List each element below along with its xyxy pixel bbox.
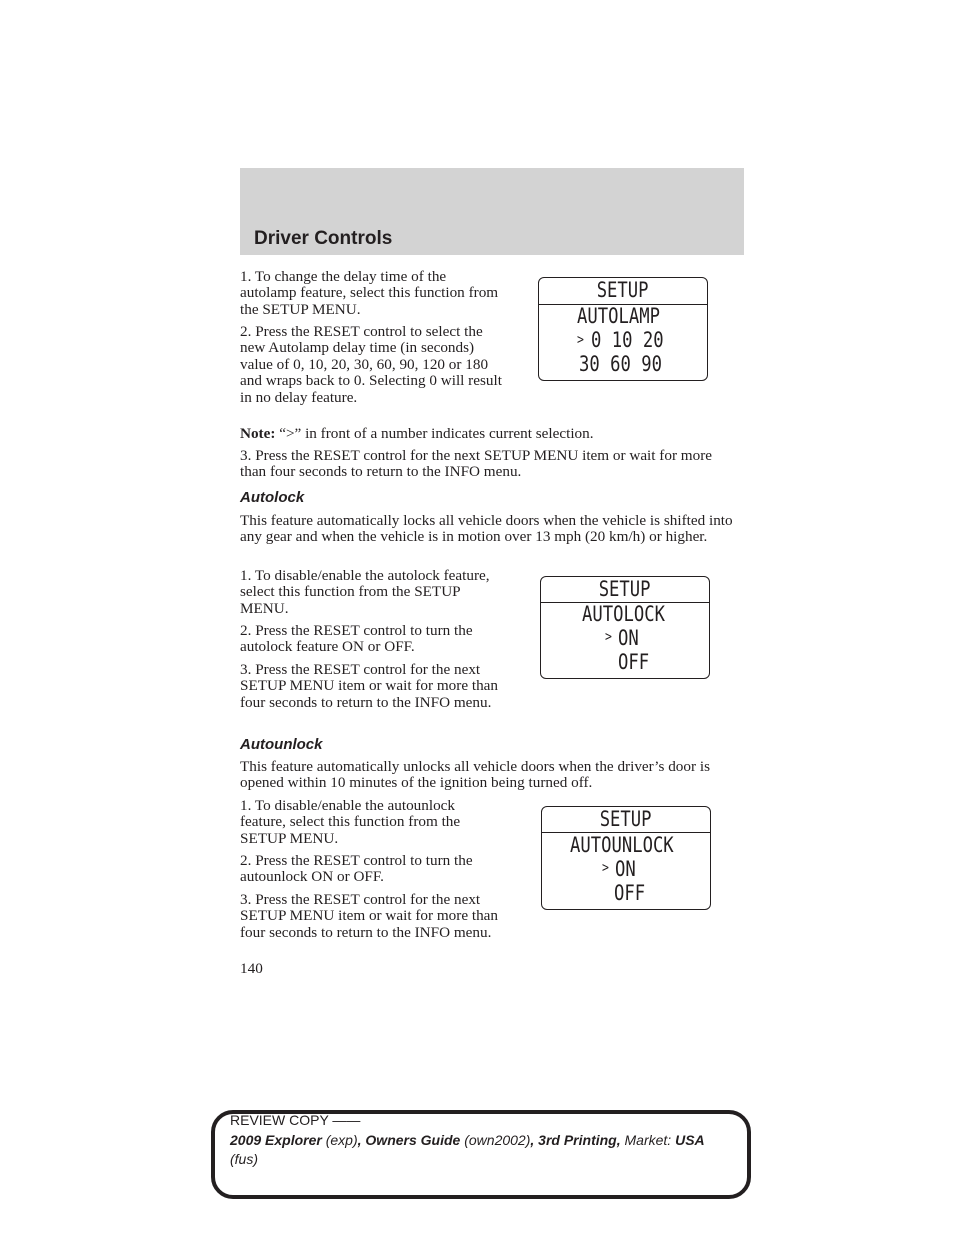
footer-model-code: (exp) — [321, 1131, 358, 1148]
selection-cursor: > — [577, 332, 584, 348]
autounlock-step-2: 2. Press the RESET control to turn the autounlock ON or OFF. — [240, 852, 473, 886]
display-title: SETUP — [600, 807, 652, 831]
footer-guide-code: (own2002) — [460, 1131, 531, 1148]
autounlock-step-3: 3. Press the RESET control for the next SETUP MENU item or wait for more than four seconds to return to the INFO menu. — [240, 891, 499, 941]
display-option-off: OFF — [618, 650, 650, 674]
display-menu-item: AUTOUNLOCK — [570, 833, 674, 857]
autolock-intro: This feature automatically locks all vehicle doors when the vehicle is shifted into any gear and when the vehicle is in motion over 13 mph (20 km/h) or higher. — [240, 512, 733, 546]
selection-cursor: > — [605, 629, 612, 645]
autolock-display — [540, 576, 710, 679]
page-number: 140 — [240, 960, 263, 977]
autolamp-step-2: 2. Press the RESET control to select the new Autolamp delay time (in seconds) value of 0, 10, 20, 30, 60, 90, 120 or 180 and wraps back to 0. Selecting 0 will result in no delay feature. — [240, 323, 502, 406]
footer-market-label: Market: — [620, 1131, 676, 1148]
autounlock-display — [541, 806, 711, 910]
footer-market-code: (fus) — [230, 1151, 258, 1167]
selection-cursor: > — [602, 860, 609, 876]
section-title: Driver Controls — [254, 228, 393, 249]
autolock-heading: Autolock — [240, 489, 305, 506]
autounlock-step-1: 1. To disable/enable the autounlock feature, select this function from the SETUP MENU. — [240, 797, 461, 847]
autolamp-step-1: 1. To change the delay time of the autolamp feature, select this function from the SETUP MENU. — [240, 268, 499, 318]
note-text: “>” in front of a number indicates current selection. — [275, 425, 594, 442]
autolock-step-1: 1. To disable/enable the autolock feature, select this function from the SETUP MENU. — [240, 567, 490, 617]
display-option-on: ON — [618, 626, 639, 650]
footer-text — [230, 1111, 735, 1170]
display-title: SETUP — [599, 577, 651, 601]
autounlock-intro: This feature automatically unlocks all vehicle doors when the driver’s door is opened within 10 minutes of the ignition being turned off. — [240, 758, 710, 792]
autolock-step-3: 3. Press the RESET control for the next SETUP MENU item or wait for more than four seconds to return to the INFO menu. — [240, 661, 499, 711]
autolamp-note — [240, 426, 740, 442]
display-options-row-1: 0 10 20 — [591, 328, 664, 352]
display-menu-item: AUTOLAMP — [577, 304, 660, 328]
display-option-on: ON — [615, 857, 636, 881]
display-menu-item: AUTOLOCK — [582, 602, 665, 626]
autolamp-display — [538, 277, 708, 381]
autolock-step-2: 2. Press the RESET control to turn the autolock feature ON or OFF. — [240, 622, 473, 656]
footer-market: USA — [675, 1131, 705, 1148]
publication-line — [230, 1131, 735, 1151]
footer-model: 2009 Explorer — [230, 1131, 322, 1148]
footer-printing: , 3rd Printing, — [530, 1131, 621, 1148]
autolamp-step-3: 3. Press the RESET control for the next SETUP MENU item or wait for more than four seconds to return to the INFO menu. — [240, 447, 713, 481]
note-label: Note: — [240, 425, 276, 442]
review-copy-label: REVIEW COPY —— — [230, 1112, 361, 1128]
autounlock-heading: Autounlock — [240, 736, 323, 753]
display-options-row-2: 30 60 90 — [579, 352, 662, 376]
footer-guide: , Owners Guide — [357, 1131, 461, 1148]
display-option-off: OFF — [614, 881, 646, 905]
display-title: SETUP — [597, 278, 649, 302]
